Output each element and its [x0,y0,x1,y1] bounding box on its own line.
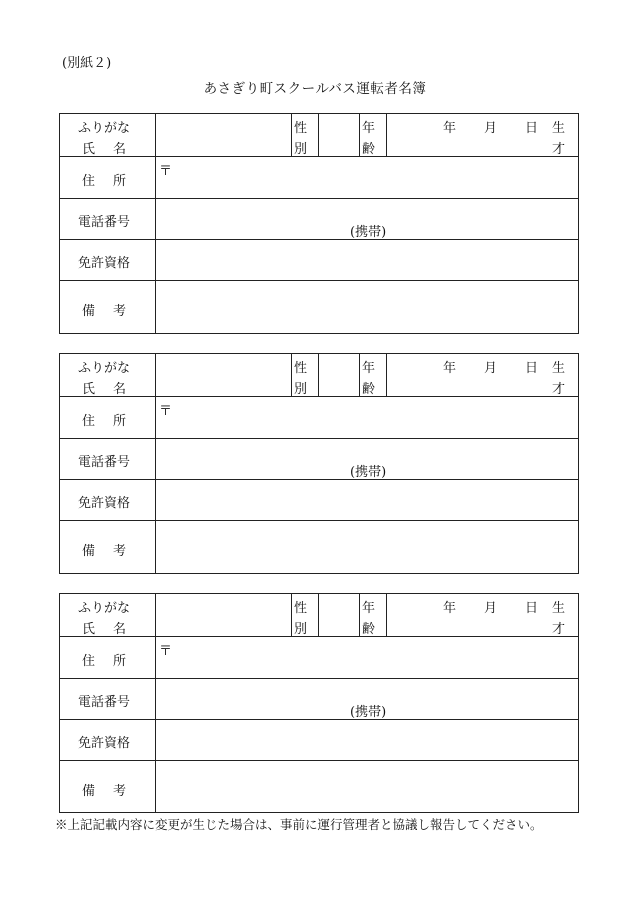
driver-record-2: ふりがな 氏 名 性 別 年 齢 年 月 日 生 才 住 所 〒 電話番号 (携帯) 免許資格 備 考 [59,353,579,574]
address-label: 住 所 [82,414,126,429]
furigana-label: ふりがな [78,361,131,376]
license-label: 免許資格 [78,496,131,511]
born-label: 生 [552,121,566,136]
postal-mark: 〒 [159,404,173,419]
sex-label: 性 [294,361,308,376]
license-label: 免許資格 [78,256,131,271]
years-old-label: 才 [552,142,566,157]
day-label: 日 [525,121,539,136]
mobile-label: (携帯) [350,225,387,240]
month-label: 月 [484,601,498,616]
born-label: 生 [552,361,566,376]
month-label: 月 [484,361,498,376]
footer-note: ※上記記載内容に変更が生じた場合は、事前に運行管理者と協議し報告してください。 [55,817,543,832]
year-label: 年 [443,601,457,616]
furigana-label: ふりがな [78,601,131,616]
name-label: 氏 名 [82,142,126,157]
year-label: 年 [443,121,457,136]
form-title: あさぎり町スクールバス運転者名簿 [203,81,427,97]
postal-mark: 〒 [159,644,173,659]
address-label: 住 所 [82,654,126,669]
remarks-label: 備 考 [82,544,126,559]
remarks-label: 備 考 [82,304,126,319]
name-label: 氏 名 [82,622,126,637]
remarks-label: 備 考 [82,784,126,799]
name-label: 氏 名 [82,382,126,397]
license-label: 免許資格 [78,736,131,751]
phone-label: 電話番号 [78,455,131,470]
phone-label: 電話番号 [78,215,131,230]
postal-mark: 〒 [159,164,173,179]
form-reference: (別紙２) [62,56,112,71]
day-label: 日 [525,361,539,376]
years-old-label: 才 [552,622,566,637]
driver-record-1: ふりがな 氏 名 性 別 年 齢 年 月 日 生 才 住 所 〒 電話番号 (携帯) 免許資格 備 考 [59,113,579,334]
mobile-label: (携帯) [350,465,387,480]
year-label: 年 [443,361,457,376]
driver-record-3: ふりがな 氏 名 性 別 年 齢 年 月 日 生 才 住 所 〒 電話番号 (携帯) 免許資格 備 考 [59,593,579,813]
age-label: 年 [362,601,376,616]
month-label: 月 [484,121,498,136]
age-label: 年 [362,361,376,376]
mobile-label: (携帯) [350,705,387,720]
furigana-label: ふりがな [78,121,131,136]
age-label: 年 [362,121,376,136]
address-label: 住 所 [82,174,126,189]
sex-label: 性 [294,601,308,616]
phone-label: 電話番号 [78,695,131,710]
born-label: 生 [552,601,566,616]
day-label: 日 [525,601,539,616]
years-old-label: 才 [552,382,566,397]
sex-label: 性 [294,121,308,136]
